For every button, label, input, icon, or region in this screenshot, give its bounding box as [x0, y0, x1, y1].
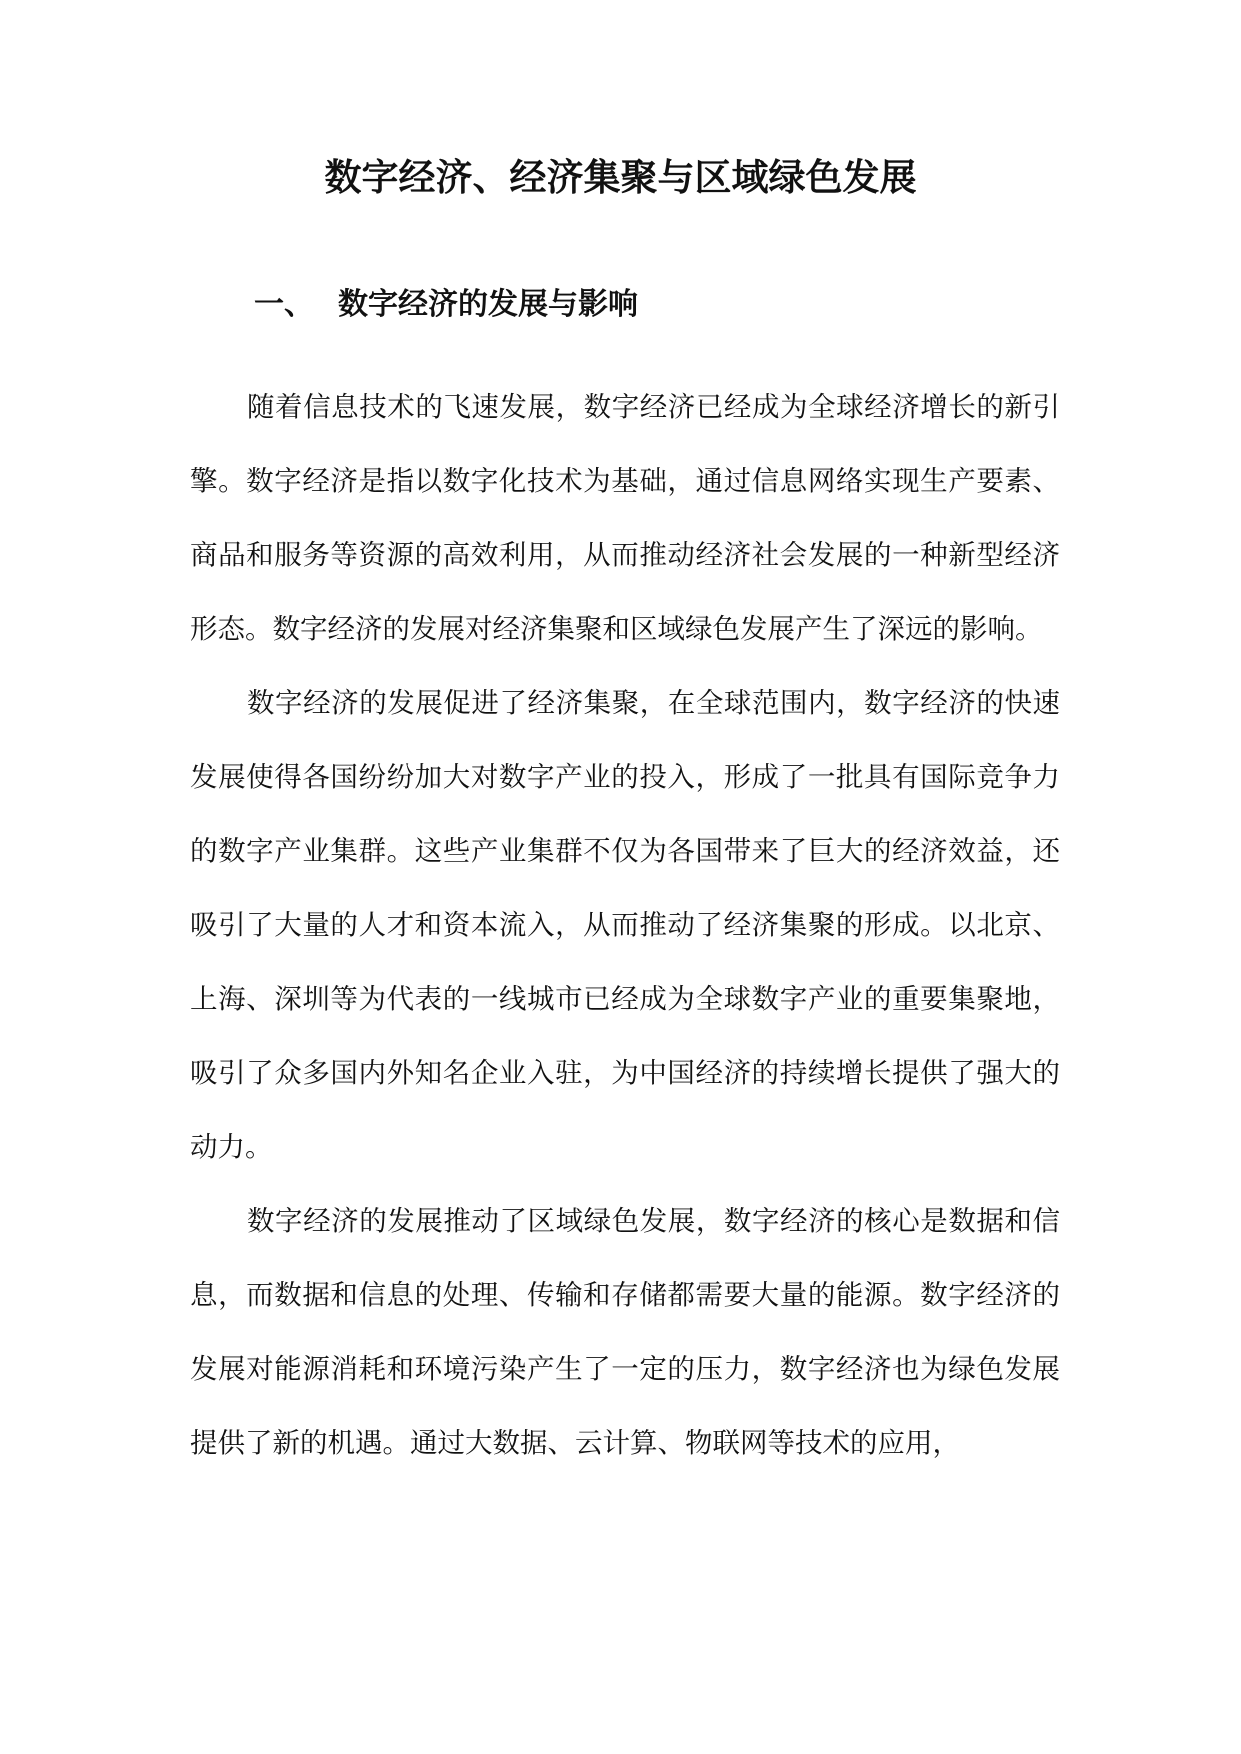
paragraph-3: 数字经济的发展推动了区域绿色发展，数字经济的核心是数据和信息，而数据和信息的处理、传输和存储都需要大量的能源。数字经济的发展对能源消耗和环境污染产生了一定的压力，数字经济也为绿色发展提供了新的机遇。通过大数据、云计算、物联网等技术的应用，	[190, 1205, 1060, 1459]
document-title: 数字经济、经济集聚与区域绿色发展	[324, 156, 917, 199]
section-title: 数字经济的发展与影响	[338, 287, 638, 322]
paragraph-2: 数字经济的发展促进了经济集聚，在全球范围内，数字经济的快速发展使得各国纷纷加大对数字产业的投入，形成了一批具有国际竞争力的数字产业集群。这些产业集群不仅为各国带来了巨大的经济效益，还吸引了大量的人才和资本流入，从而推动了经济集聚的形成。以北京、上海、深圳等为代表的一线城市已经成为全球数字产业的重要集聚地，吸引了众多国内外知名企业入驻，为中国经济的持续增长提供了强大的动力。	[190, 687, 1060, 1163]
paragraph-1: 随着信息技术的飞速发展，数字经济已经成为全球经济增长的新引擎。数字经济是指以数字化技术为基础，通过信息网络实现生产要素、商品和服务等资源的高效利用，从而推动经济社会发展的一种新型经济形态。数字经济的发展对经济集聚和区域绿色发展产生了深远的影响。	[190, 391, 1060, 645]
section-number: 一、	[254, 287, 314, 322]
body-text	[190, 370, 1060, 1480]
section-heading	[254, 280, 638, 330]
